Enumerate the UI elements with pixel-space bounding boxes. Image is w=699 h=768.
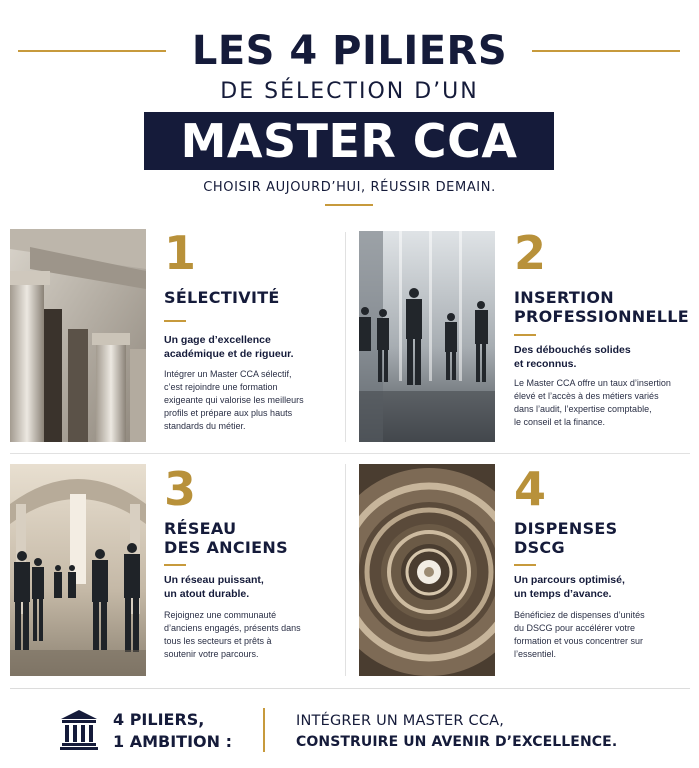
pillar-3-subtitle-line: un atout durable. [164, 588, 250, 600]
pillar-3-body-line: Rejoignez une communauté [164, 610, 277, 620]
alumni-networking-hall-photo [10, 464, 146, 676]
pillar-3-body-line: tous les secteurs et prêts à [164, 636, 272, 646]
pillar-3-body-line: d’anciens engagés, présents dans [164, 623, 301, 633]
pillar-4-subtitle-line: Un parcours optimisé, [514, 574, 625, 586]
spiral-staircase-photo [359, 464, 495, 676]
title-banner [144, 112, 554, 170]
pillar-3-body [164, 609, 301, 661]
page-subtitle: DE SÉLECTION D’UN [220, 79, 479, 104]
pillar-3-subtitle-line: Un réseau puissant, [164, 574, 264, 586]
pillar-3-title [164, 519, 288, 557]
business-people-walking-photo [359, 231, 495, 442]
footer-left-line-1: 4 PILIERS, [113, 710, 205, 729]
footer-right-line-1: INTÉGRER UN MASTER CCA, [296, 713, 505, 729]
pillar-4-body-line: formation et vous concentrer sur [514, 636, 644, 646]
horizontal-divider [10, 453, 690, 454]
pillar-2-body-line: Le Master CCA offre un taux d’insertion [514, 378, 671, 388]
tagline: CHOISIR AUJOURD’HUI, RÉUSSIR DEMAIN. [203, 180, 496, 195]
pillar-1-body-line: Intégrer un Master CCA sélectif, [164, 369, 292, 379]
pillar-4-rule [514, 564, 536, 566]
pillar-4-body [514, 609, 645, 661]
pillar-4-body-line: Bénéficiez de dispenses d’unités [514, 610, 645, 620]
pillar-2-title-line: PROFESSIONNELLE [514, 307, 689, 326]
pillar-4-title-line: DISPENSES [514, 519, 618, 538]
institution-building-icon [58, 708, 100, 750]
pillar-1-rule [164, 320, 186, 322]
pillar-3-subtitle [164, 573, 264, 601]
footer-right-line-2: CONSTRUIRE UN AVENIR D’EXCELLENCE. [296, 734, 618, 750]
pillar-2-title [514, 288, 689, 326]
pillar-1-subtitle [164, 333, 294, 361]
pillar-3-title-line: RÉSEAU [164, 519, 237, 538]
vertical-divider-top [345, 232, 346, 442]
pillar-2-body-line: élevé et l’accès à des métiers variés [514, 391, 659, 401]
pillar-2-body [514, 377, 671, 429]
pillar-1-title [164, 288, 280, 307]
pillar-4-body-line: l’essentiel. [514, 649, 557, 659]
pillar-2-image [359, 231, 495, 442]
pillar-1-body-line: standards du métier. [164, 421, 246, 431]
pillar-3-rule [164, 564, 186, 566]
pillar-2-subtitle-line: Des débouchés solides [514, 344, 631, 356]
pillar-1-body-line: profils et prépare aux plus hauts [164, 408, 293, 418]
pillar-3-number: 3 [164, 462, 197, 516]
pillar-2-subtitle [514, 343, 631, 371]
pillar-3-image [10, 464, 146, 676]
pillar-4-subtitle [514, 573, 625, 601]
footer-ambition [113, 709, 232, 753]
pillar-1-number: 1 [164, 226, 197, 280]
footer-divider [10, 688, 690, 689]
pillar-3-title-line: DES ANCIENS [164, 538, 288, 557]
pillar-2-number: 2 [514, 226, 547, 280]
university-columns-photo [10, 229, 146, 442]
pillar-4-number: 4 [514, 462, 547, 516]
pillar-2-title-line: INSERTION [514, 288, 614, 307]
pillar-1-body-line: c’est rejoindre une formation [164, 382, 278, 392]
pillar-1-body [164, 368, 304, 433]
footer-left-line-2: 1 AMBITION : [113, 732, 232, 751]
page-title: LES 4 PILIERS [191, 28, 508, 74]
pillar-4-title [514, 519, 617, 557]
pillar-1-image [10, 229, 146, 442]
pillar-2-body-line: dans l’audit, l’expertise comptable, [514, 404, 652, 414]
pillar-4-subtitle-line: un temps d’avance. [514, 588, 612, 600]
pillar-1-body-line: exigeante qui valorise les meilleurs [164, 395, 304, 405]
pillar-4-body-line: du DSCG pour accélérer votre [514, 623, 636, 633]
pillar-2-rule [514, 334, 536, 336]
pillar-4-title-line: DSCG [514, 538, 565, 557]
pillar-1-subtitle-line: académique et de rigueur. [164, 348, 294, 360]
banner-text: MASTER CCA [180, 114, 518, 168]
pillar-1-title-line: SÉLECTIVITÉ [164, 288, 280, 307]
tagline-rule [325, 204, 373, 206]
footer-separator [263, 708, 265, 752]
pillar-2-body-line: le conseil et la finance. [514, 417, 606, 427]
pillar-3-body-line: soutenir votre parcours. [164, 649, 259, 659]
pillar-2-subtitle-line: et reconnus. [514, 358, 577, 370]
pillar-4-image [359, 464, 495, 676]
vertical-divider-bottom [345, 464, 346, 676]
pillar-1-subtitle-line: Un gage d’excellence [164, 334, 271, 346]
